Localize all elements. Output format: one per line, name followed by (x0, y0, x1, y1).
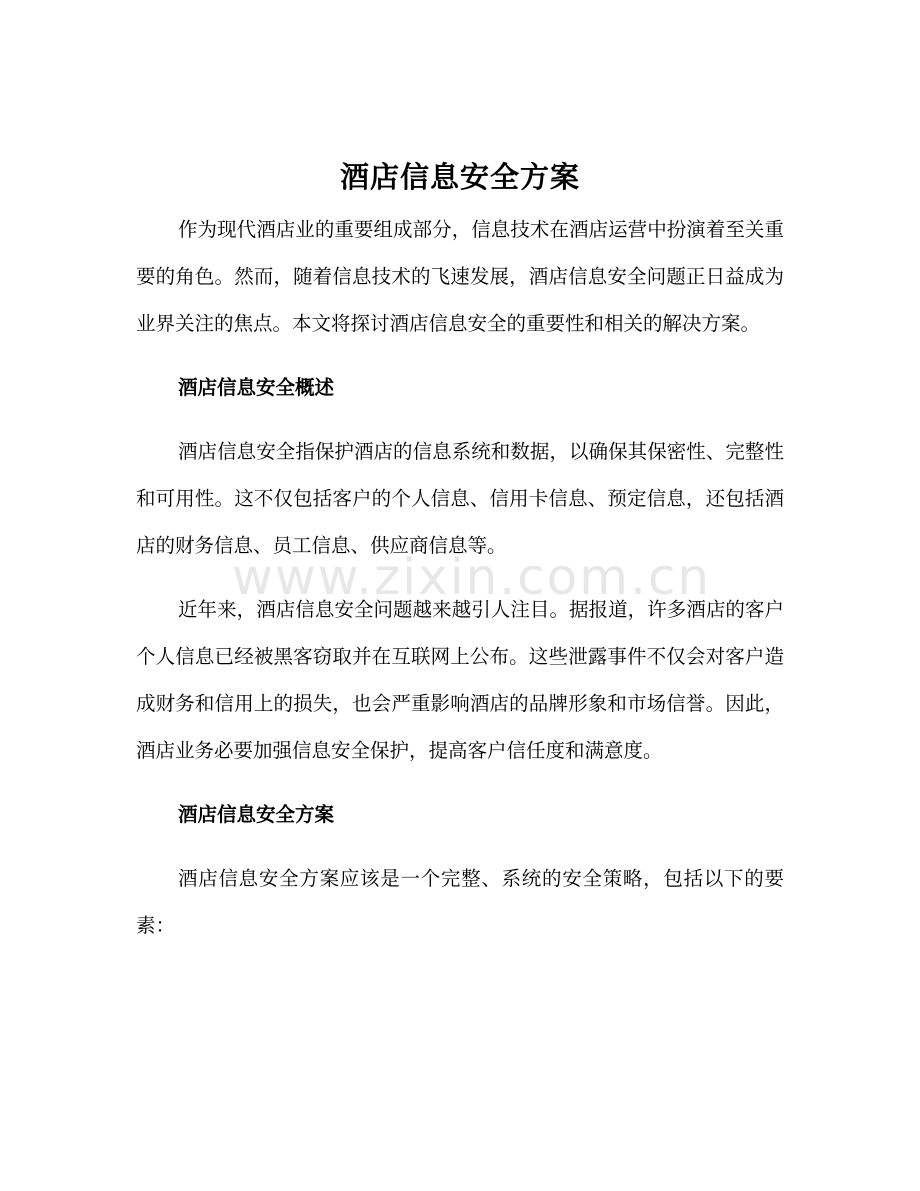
overview-paragraph-2: 近年来，酒店信息安全问题越来越引人注目。据报道，许多酒店的客户个人信息已经被黑客窃取并在互联网上公布。这些泄露事件不仅会对客户造成财务和信用上的损失，也会严重影响酒店的品牌形象和市场信誉。因此，酒店业务必要加强信息安全保护，提高客户信任度和满意度。 (136, 598, 784, 762)
section-heading-overview: 酒店信息安全概述 (178, 376, 335, 399)
spacer (136, 838, 784, 855)
watermark: www.zixin.com.cn (232, 548, 712, 606)
spacer (136, 411, 784, 428)
overview-paragraph-1: 酒店信息安全指保护酒店的信息系统和数据，以确保其保密性、完整性和可用性。这不仅包括客户的个人信息、信用卡信息、预定信息，还包括酒店的财务信息、员工信息、供应商信息等。 (136, 440, 784, 557)
spacer (136, 774, 784, 791)
spacer (136, 347, 784, 364)
document-body (136, 150, 784, 949)
document-title: 酒店信息安全方案 (339, 160, 580, 194)
section-heading-solution: 酒店信息安全方案 (178, 803, 335, 826)
intro-paragraph: 作为现代酒店业的重要组成部分，信息技术在酒店运营中扮演着至关重要的角色。然而，随着信息技术的飞速发展，酒店信息安全问题正日益成为业界关注的焦点。本文将探讨酒店信息安全的重要性和相关的解决方案。 (136, 218, 784, 335)
solution-paragraph-1: 酒店信息安全方案应该是一个完整、系统的安全策略，包括以下的要素： (136, 867, 784, 937)
spacer (136, 569, 784, 586)
